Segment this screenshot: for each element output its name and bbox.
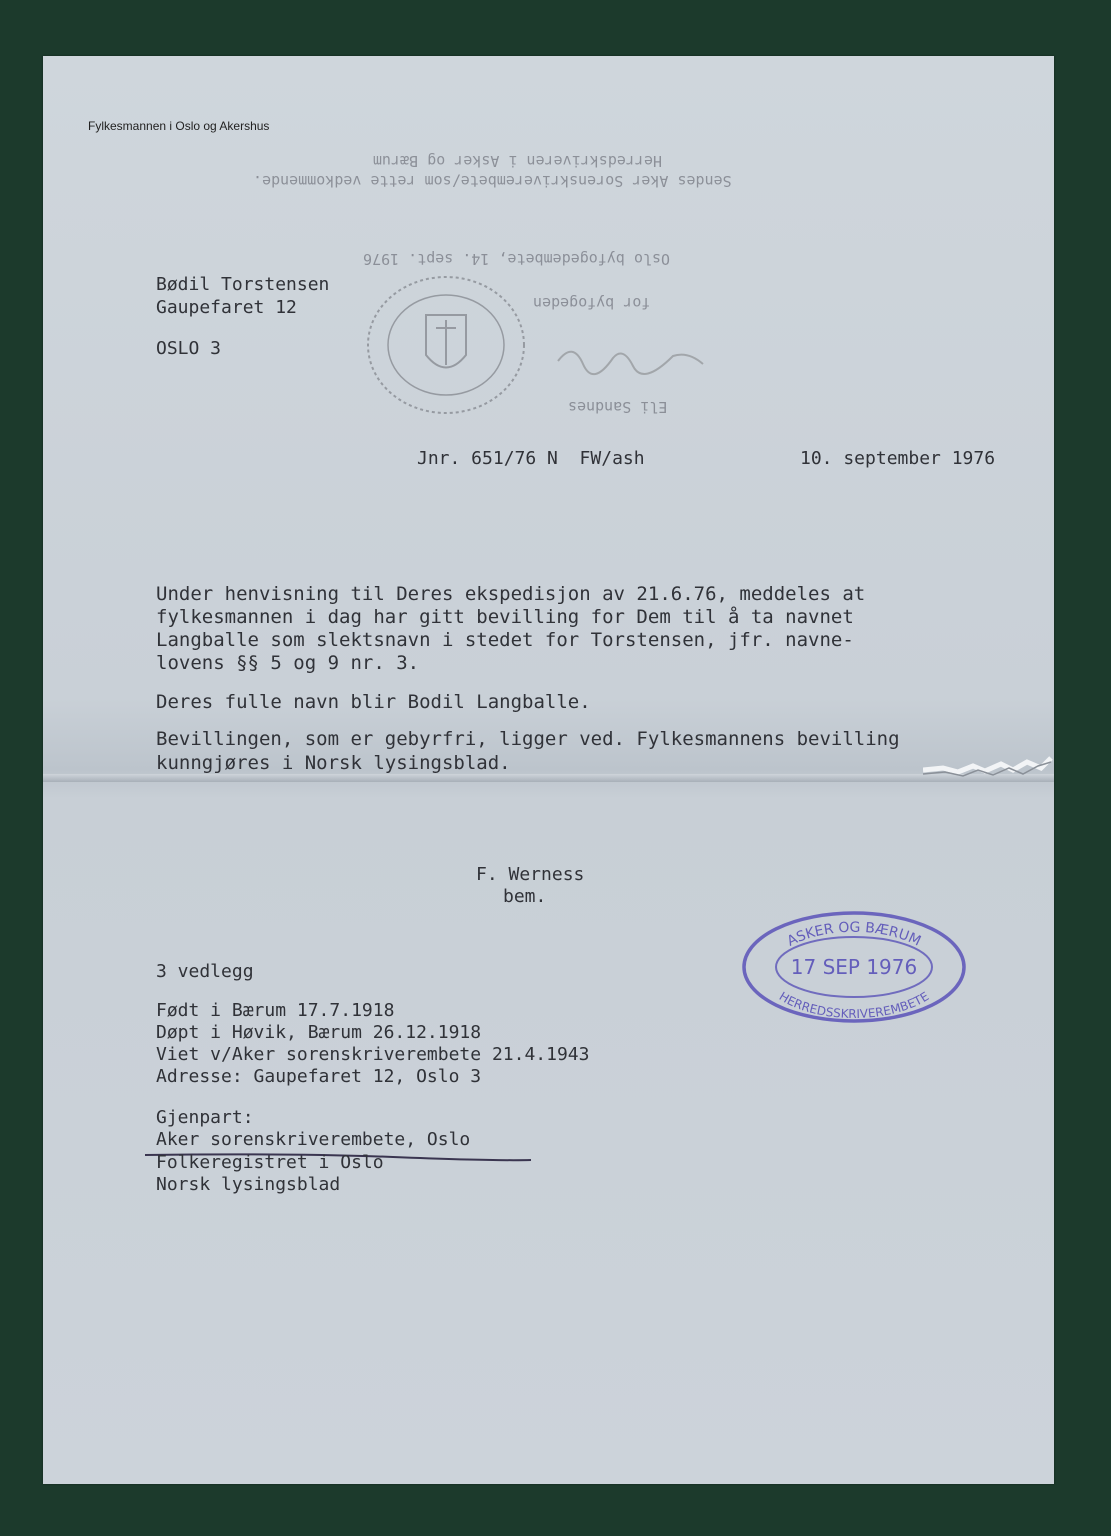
recipient-name: Bødil Torstensen bbox=[156, 274, 330, 295]
mirrored-stamp-line1: Herredskriveren i Asker og Bærum bbox=[373, 152, 662, 170]
attachment-address: Adresse: Gaupefaret 12, Oslo 3 bbox=[156, 1066, 482, 1087]
faint-signature-icon bbox=[553, 336, 713, 376]
stamp-date: 17 SEP 1976 bbox=[790, 955, 918, 979]
paper-tear-icon bbox=[923, 756, 1053, 780]
recipient-street: Gaupefaret 12 bbox=[156, 297, 297, 318]
svg-text:ASKER OG BÆRUM bbox=[785, 920, 924, 950]
body-paragraph2: Deres fulle navn blir Bodil Langballe. bbox=[156, 691, 591, 713]
signature-title: bem. bbox=[503, 886, 547, 907]
journal-reference: Jnr. 651/76 N FW/ash bbox=[417, 448, 645, 469]
svg-text:HERREDSSKRIVEREMBETE bbox=[777, 989, 932, 1021]
letterhead: Fylkesmannen i Oslo og Akershus bbox=[88, 119, 270, 133]
attachment-married: Viet v/Aker sorenskriverembete 21.4.1943 bbox=[156, 1044, 590, 1065]
copy-item: Folkeregistret i Oslo bbox=[156, 1152, 384, 1173]
body-paragraph3-line2: kunngjøres i Norsk lysingsblad. bbox=[156, 752, 511, 774]
mirrored-stamp-line3: Oslo byfogedembete, 14. sept. 1976 bbox=[363, 250, 671, 268]
official-seal-icon bbox=[361, 270, 531, 420]
mirrored-stamp-line4: for byfogeden bbox=[533, 294, 651, 312]
body-paragraph1-line4: lovens §§ 5 og 9 nr. 3. bbox=[156, 652, 420, 674]
stamp-top-text: ASKER OG BÆRUM bbox=[784, 919, 924, 950]
copy-item: Aker sorenskriverembete, Oslo bbox=[156, 1129, 471, 1150]
body-paragraph1-line3: Langballe som slektsnavn i stedet for Torstensen, jfr. navne- bbox=[156, 629, 854, 651]
attachment-born: Født i Bærum 17.7.1918 bbox=[156, 1000, 395, 1021]
paper-fold bbox=[43, 774, 1054, 782]
attachments-count: 3 vedlegg bbox=[156, 961, 254, 982]
body-paragraph3-line1: Bevillingen, som er gebyrfri, ligger ved. Fylkesmannens bevilling bbox=[156, 728, 900, 750]
copies-heading: Gjenpart: bbox=[156, 1107, 254, 1128]
mirrored-stamp-line5: Eli Sandnes bbox=[568, 398, 668, 416]
signature-name: F. Werness bbox=[476, 864, 585, 885]
letter-date: 10. september 1976 bbox=[800, 448, 996, 469]
recipient-city: OSLO 3 bbox=[156, 338, 222, 359]
body-paragraph1-line2: fylkesmannen i dag har gitt bevilling for Dem til å ta navnet bbox=[156, 606, 854, 628]
body-paragraph1-line1: Under henvisning til Deres ekspedisjon av 21.6.76, meddeles at bbox=[156, 583, 866, 605]
received-stamp bbox=[738, 908, 970, 1026]
mirrored-stamp-line2: Sendes Aker Sorenskriverembete/som rette vedkommende. bbox=[253, 172, 732, 190]
attachment-baptized: Døpt i Høvik, Bærum 26.12.1918 bbox=[156, 1022, 482, 1043]
stamp-bottom-text: HERREDSSKRIVEREMBETE bbox=[776, 989, 932, 1022]
copy-item: Norsk lysingsblad bbox=[156, 1174, 341, 1195]
document-page bbox=[43, 56, 1054, 1484]
